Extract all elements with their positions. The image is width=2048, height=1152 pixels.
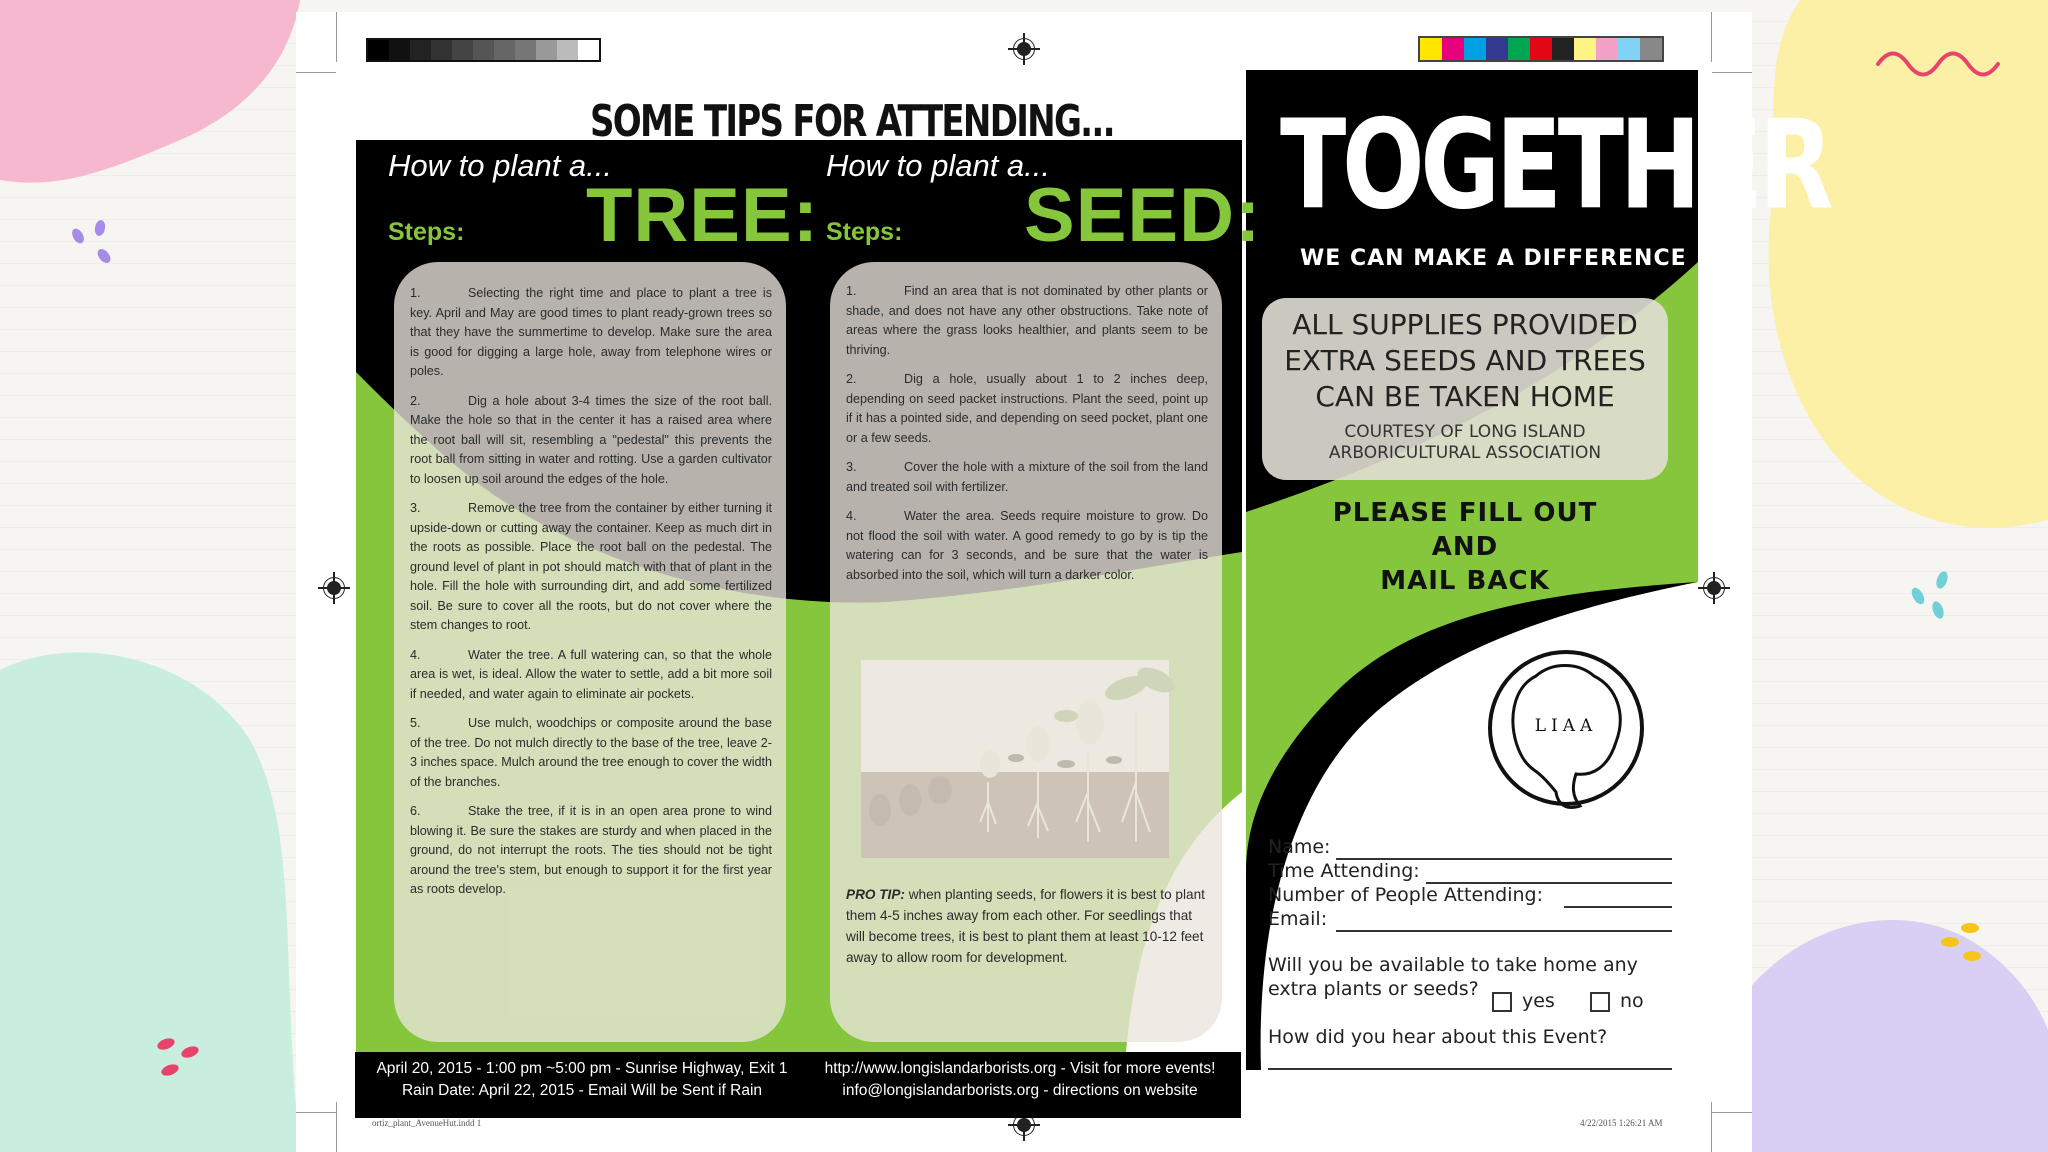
seed-step: 1. Find an area that is not dominated by other plants or shade, and does not have any other obstructions. Take note of areas where the grass looks healthier, and plants seem to be thriving.: [846, 284, 1208, 357]
event-info-strip: [355, 1052, 1241, 1118]
courtesy-line-1: COURTESY OF LONG ISLAND: [1344, 422, 1586, 442]
yes-label: yes: [1522, 990, 1555, 1012]
courtesy-line-2: ARBORICULTURAL ASSOCIATION: [1328, 443, 1602, 463]
brochure-sheet: [296, 12, 1830, 1152]
cover-title: TOGETHER: [1280, 94, 1830, 237]
liaa-logo-text: LIAA: [1534, 716, 1598, 736]
tree-steps-label: Steps:: [388, 218, 465, 246]
supplies-box: [1262, 298, 1668, 480]
seed-step: 4. Water the area. Seeds require moisture to grow. Do not flood the soil with water. A good remedy to go by is tip the watering can for 3 seconds, and be sure that the water is absorbed into the soil, which will turn a darker color.: [846, 509, 1208, 582]
sprinkle-pink-decoration: [150, 1030, 210, 1090]
tree-step: 2. Dig a hole about 3-4 times the size of the root ball. Make the hole so that in the center it has a raised area where the root ball will sit, resembling a "pedestal" this prevents the root ball from sitting in water and rotting. Use a garden cultivator to loosen up soil around the edges of the hole.: [410, 393, 772, 486]
email-line: info@longislandarborists.org - directions on website: [842, 1082, 1198, 1099]
website-line: http://www.longislandarborists.org - Visit for more events!: [824, 1060, 1216, 1077]
lavender-blob-decoration: [1740, 880, 2048, 1152]
squiggle-decoration: [1874, 44, 2004, 84]
sprinkle-yellow-decoration: [1934, 916, 1994, 976]
sprinkle-purple-decoration: [66, 214, 126, 274]
hear-about-field[interactable]: [1268, 1068, 1672, 1070]
name-label: Name:: [1268, 836, 1331, 858]
tree-howto-heading: How to plant a...: [388, 148, 613, 183]
seed-steps-label: Steps:: [826, 218, 903, 246]
email-label: Email:: [1268, 908, 1328, 930]
yes-checkbox[interactable]: [1492, 992, 1512, 1012]
no-label: no: [1620, 990, 1644, 1012]
rain-date-line: Rain Date: April 22, 2015 - Email Will be Sent if Rain: [401, 1082, 763, 1099]
cover-tagline: WE CAN MAKE A DIFFERENCE: [1300, 246, 1687, 271]
seed-steps-text: [846, 282, 1208, 595]
supplies-line-1: ALL SUPPLIES PROVIDED: [1292, 308, 1638, 341]
fill-out-line-3: MAIL BACK: [1380, 566, 1550, 596]
seed-step: 2. Dig a hole, usually about 1 to 2 inches deep, depending on seed packet instructions. Plant the seed, point up if it has a pointed side, and depending on seed pocket, plant one or a few seeds.: [846, 372, 1208, 445]
tree-title: TREE:: [586, 173, 819, 258]
tree-step: 5. Use mulch, woodchips or composite around the base of the tree. Do not mulch directly to the base of the tree, leave 2-3 inches space. Mulch around the tree enough to cover the width of the branches.: [410, 716, 772, 789]
sprinkle-teal-decoration: [1906, 566, 1966, 626]
pro-tip: [846, 884, 1212, 968]
take-home-question-line-1: Will you be available to take home any: [1268, 954, 1638, 976]
fill-out-line-2: AND: [1431, 532, 1499, 562]
liaa-logo: [1490, 652, 1642, 804]
time-attending-label: Time Attending:: [1268, 860, 1420, 882]
hear-about-label: How did you hear about this Event?: [1268, 1026, 1608, 1048]
take-home-question-line-2: extra plants or seeds?: [1268, 978, 1479, 1000]
tree-step: 1. Selecting the right time and place to plant a tree is key. April and May are good times to plant ready-grown trees so that they have the summertime to develop. Make sure the area is good for digging a large hole, away from telephone wires or poles.: [410, 286, 772, 378]
print-slug-left: ortiz_plant_AvenueHut.indd 1: [372, 1118, 482, 1128]
page-title: SOME TIPS FOR ATTENDING...: [590, 96, 1114, 147]
pro-tip-label: PRO TIP:: [846, 887, 905, 902]
tree-step: 3. Remove the tree from the container by either turning it upside-down or cutting away the container. Keep as much dirt in the roots as possible. Place the root ball on the pedestal. The ground level of plant in pot should match with that of plant in the hole. Fill the hole with surrounding dirt, and add some fertilized soil. Be sure to cover all the roots, but do not cover where the stem changes to root.: [410, 501, 772, 632]
tree-steps-text: [410, 284, 772, 910]
print-slug-right: 4/22/2015 1:26:21 AM: [1580, 1118, 1663, 1128]
seed-title: SEED:: [1024, 173, 1262, 258]
seed-howto-heading: How to plant a...: [826, 148, 1051, 183]
people-attending-label: Number of People Attending:: [1268, 884, 1544, 906]
supplies-line-2: EXTRA SEEDS AND TREES: [1284, 344, 1646, 377]
seedling-photo: [861, 660, 1169, 858]
no-checkbox[interactable]: [1590, 992, 1610, 1012]
pro-tip-text: when planting seeds, for flowers it is best to plant them 4-5 inches away from each other. For seedlings that will become trees, it is best to plant them at least 10-12 feet away to allow room for development.: [846, 887, 1205, 965]
email-field[interactable]: [1336, 930, 1672, 932]
tree-step: 4. Water the tree. A full watering can, so that the whole area is wet, is ideal. Allow the water to settle, add a bit more soil if needed, and water again to eliminate air pockets.: [410, 647, 772, 701]
yellow-blob-decoration: [1740, 0, 2048, 560]
fill-out-line-1: PLEASE FILL OUT: [1332, 498, 1598, 528]
pink-blob-decoration: [0, 0, 320, 220]
seed-step: 3. Cover the hole with a mixture of the soil from the land and treated soil with fertilizer.: [846, 460, 1208, 494]
event-date-line: April 20, 2015 - 1:00 pm ~5:00 pm - Sunrise Highway, Exit 1: [376, 1060, 788, 1077]
people-attending-field[interactable]: [1564, 906, 1672, 908]
supplies-line-3: CAN BE TAKEN HOME: [1315, 380, 1615, 413]
tree-step: 6. Stake the tree, if it is in an open area prone to wind blowing it. Be sure the stakes are sturdy and when placed in the ground, do not interrupt the roots. The ties should not be tight around the tree's stem, but enough to support it for the first year as roots develop.: [410, 804, 772, 896]
